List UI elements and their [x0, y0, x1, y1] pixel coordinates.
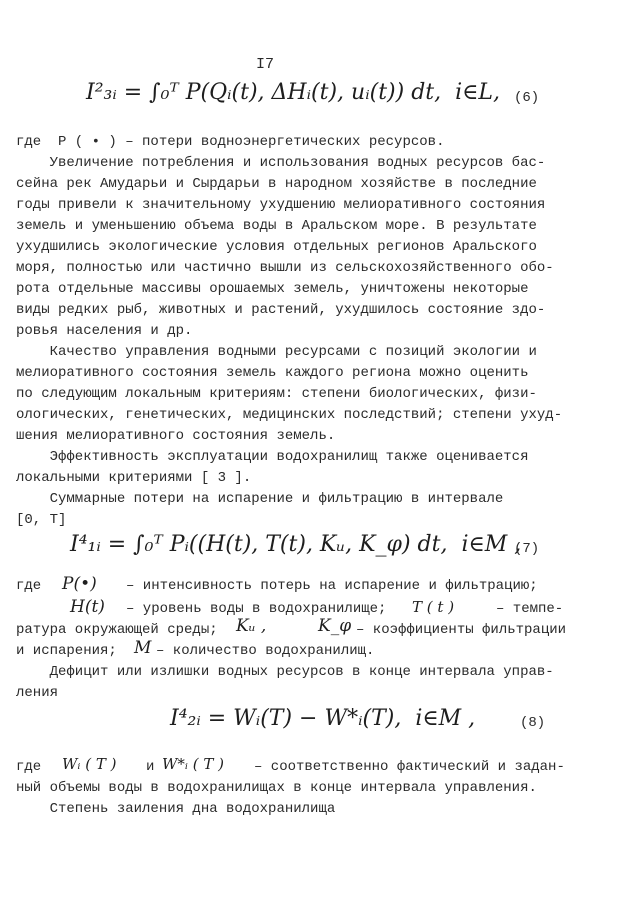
text-line: и	[146, 759, 155, 775]
text-line: ратура окружающей среды;	[16, 622, 218, 638]
text-line: рота отдельные массивы орошаемых земель, уничтожены некоторые	[16, 281, 529, 297]
text-line: ный объемы воды в водохранилищах в конце интервала управления.	[16, 780, 537, 796]
text-line: – коэффициенты фильтрации	[356, 622, 567, 638]
text-line: Суммарные потери на испарение и фильтрацию в интервале	[16, 491, 504, 507]
text-line: сейна рек Амударьи и Сырдарьи в народном хозяйстве в последние	[16, 176, 537, 192]
equation-8: I⁴₂ᵢ = Wᵢ(T) − W*ᵢ(T), i∈M ,	[170, 706, 476, 731]
text-line: годы привели к значительному ухудшению мелиоративного состояния	[16, 197, 546, 213]
text-line: земель и уменьшению объема воды в Аральском море. В результате	[16, 218, 537, 234]
text-line: ологических, генетических, медицинских последствий; степени ухуд-	[16, 407, 563, 423]
text-line: Увеличение потребления и использования водных ресурсов бас-	[16, 155, 546, 171]
text-line: шения мелиоративного состояния земель.	[16, 428, 336, 444]
text-line: Дефицит или излишки водных ресурсов в конце интервала управ-	[16, 664, 554, 680]
text-line: [0, T]	[16, 512, 67, 528]
text-line: по следующим локальным критериям: степени биологических, физи-	[16, 386, 537, 402]
text-line: где	[16, 578, 42, 594]
symbol-wi: Wᵢ ( T )	[62, 755, 117, 773]
symbol-wi-star: W*ᵢ ( T )	[162, 755, 224, 773]
text-line: Качество управления водными ресурсами с позиций экологии и	[16, 344, 537, 360]
symbol-temperature: T ( t )	[412, 598, 455, 616]
text-line: ления	[16, 685, 59, 701]
text-line: – количество водохранилищ.	[156, 643, 375, 659]
text-line: моря, полностью или частично вышли из сельскохозяйственного обо-	[16, 260, 554, 276]
text-line: – интенсивность потерь на испарение и фильтрацию;	[126, 578, 538, 594]
text-line: где Р ( • ) – потери водноэнергетических ресурсов.	[16, 134, 445, 150]
symbol-m: M	[134, 638, 152, 658]
text-line: виды редких рыб, животных и растений, ухудшилось состояние здо-	[16, 302, 546, 318]
symbol-ku: Kᵤ ,	[236, 616, 267, 636]
text-line: – темпе-	[496, 601, 564, 617]
text-line: локальными критериями [ 3 ].	[16, 470, 252, 486]
text-line: мелиоративного состояния земель каждого региона можно оценить	[16, 365, 529, 381]
equation-6: I²₃ᵢ = ∫₀ᵀ P(Qᵢ(t), ΔHᵢ(t), uᵢ(t)) dt, i∈L,	[86, 80, 501, 105]
text-line: Степень заиления дна водохранилища	[16, 801, 336, 817]
equation-6-number: (6)	[514, 90, 540, 106]
text-line: Эффективность эксплуатации водохранилищ также оценивается	[16, 449, 529, 465]
text-line: и испарения;	[16, 643, 117, 659]
page-number: I7	[256, 56, 275, 73]
text-line: где	[16, 759, 42, 775]
equation-7: I⁴₁ᵢ = ∫₀ᵀ Pᵢ((H(t), T(t), Kᵤ, K_φ) dt, i∈M ,	[70, 532, 522, 557]
text-line: ровья населения и др.	[16, 323, 193, 339]
symbol-h: H(t)	[70, 597, 105, 617]
symbol-p: P(•)	[62, 574, 97, 594]
equation-7-number: (7)	[514, 541, 540, 557]
text-line: ухудшились экологические условия отдельных регионов Аральского	[16, 239, 537, 255]
text-line: – уровень воды в водохранилище;	[126, 601, 387, 617]
symbol-kf: K_φ	[318, 616, 352, 636]
equation-8-number: (8)	[520, 715, 546, 731]
text-line: – соответственно фактический и задан-	[254, 759, 565, 775]
